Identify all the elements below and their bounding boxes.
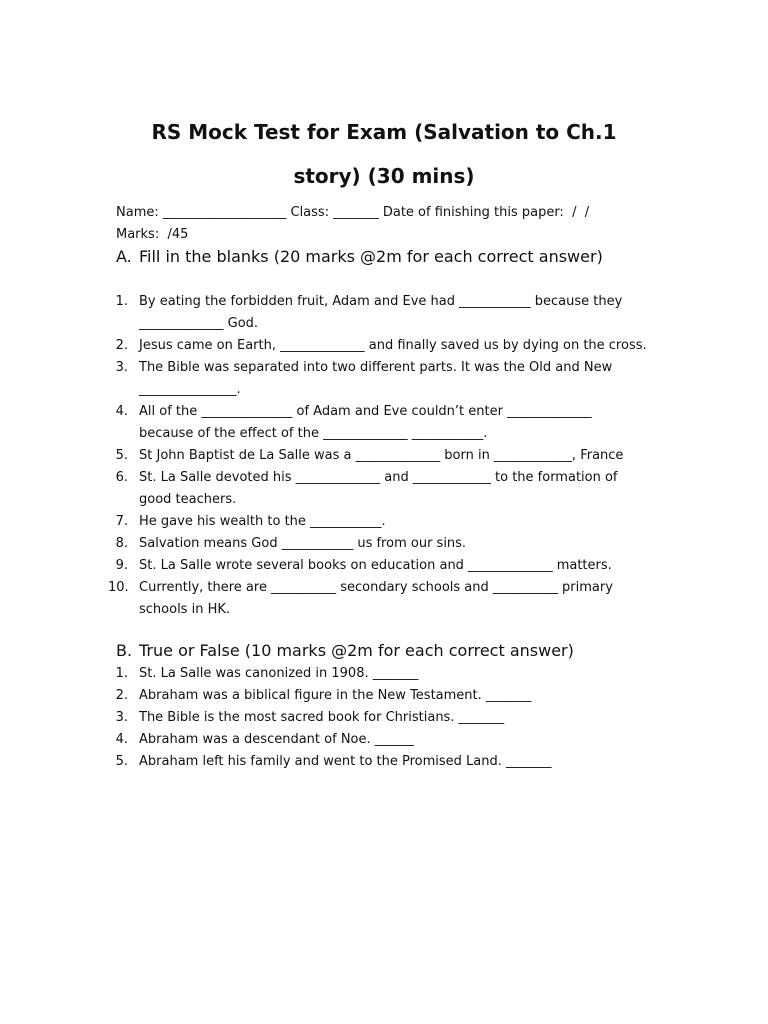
section-a-title: Fill in the blanks (20 marks @2m for each correct answer) <box>139 247 603 266</box>
question-text: Salvation means God ___________ us from our sins. <box>139 536 467 551</box>
section-a-letter: A. <box>116 247 132 266</box>
list-item <box>108 467 648 511</box>
item-number: 7. <box>115 514 128 529</box>
list-item <box>108 577 648 621</box>
question-text: Abraham was a biblical figure in the New Testament. _______ <box>139 688 532 703</box>
marks-line: Marks: /45 <box>116 227 189 242</box>
section-b-heading <box>116 641 574 661</box>
list-item <box>108 401 648 445</box>
list-item <box>108 751 648 773</box>
question-text: Abraham left his family and went to the Promised Land. _______ <box>139 754 552 769</box>
list-item <box>108 291 648 335</box>
item-number: 8. <box>115 536 128 551</box>
question-text: The Bible is the most sacred book for Christians. _______ <box>139 710 505 725</box>
true-false-list <box>108 663 648 773</box>
list-item <box>108 511 648 533</box>
question-text: Jesus came on Earth, _____________ and finally saved us by dying on the cross. <box>139 338 647 353</box>
question-text: All of the ______________ of Adam and Eve couldn’t enter _____________ because of the effect of the _____________ ___________. <box>139 404 592 441</box>
question-text: Abraham was a descendant of Noe. ______ <box>139 732 414 747</box>
title-line-1: RS Mock Test for Exam (Salvation to Ch.1 <box>151 120 617 144</box>
section-a-heading <box>116 247 603 267</box>
list-item <box>108 685 648 707</box>
item-number: 4. <box>115 404 128 419</box>
question-text: St. La Salle was canonized in 1908. _______ <box>139 666 419 681</box>
question-text: St. La Salle wrote several books on education and _____________ matters. <box>139 558 612 573</box>
item-number: 1. <box>115 294 128 309</box>
item-number: 6. <box>115 470 128 485</box>
item-number: 9. <box>115 558 128 573</box>
question-text: St. La Salle devoted his _____________ and ____________ to the formation of good teachers. <box>139 470 618 507</box>
item-number: 2. <box>115 688 128 703</box>
section-b-letter: B. <box>116 641 133 660</box>
question-text: St John Baptist de La Salle was a _____________ born in ____________, France <box>139 448 624 463</box>
fill-in-blanks-list <box>108 291 648 621</box>
item-number: 5. <box>115 754 128 769</box>
question-text: The Bible was separated into two different parts. It was the Old and New _______________. <box>139 360 613 397</box>
list-item <box>108 445 648 467</box>
list-item <box>108 357 648 401</box>
item-number: 10. <box>108 580 129 595</box>
question-text: By eating the forbidden fruit, Adam and Eve had ___________ because they _____________ God. <box>139 294 623 331</box>
list-item <box>108 663 648 685</box>
item-number: 1. <box>115 666 128 681</box>
list-item <box>108 707 648 729</box>
list-item <box>108 729 648 751</box>
question-text: He gave his wealth to the ___________. <box>139 514 386 529</box>
list-item <box>108 533 648 555</box>
item-number: 3. <box>115 710 128 725</box>
title-line-2: story) (30 mins) <box>293 164 475 188</box>
section-b-title: True or False (10 marks @2m for each correct answer) <box>139 641 574 660</box>
list-item <box>108 555 648 577</box>
student-info-line: Name: ___________________ Class: _______ Date of finishing this paper: / / <box>116 205 590 220</box>
item-number: 3. <box>115 360 128 375</box>
list-item <box>108 335 648 357</box>
question-text: Currently, there are __________ secondary schools and __________ primary schools in HK. <box>139 580 613 617</box>
item-number: 4. <box>115 732 128 747</box>
item-number: 2. <box>115 338 128 353</box>
item-number: 5. <box>115 448 128 463</box>
